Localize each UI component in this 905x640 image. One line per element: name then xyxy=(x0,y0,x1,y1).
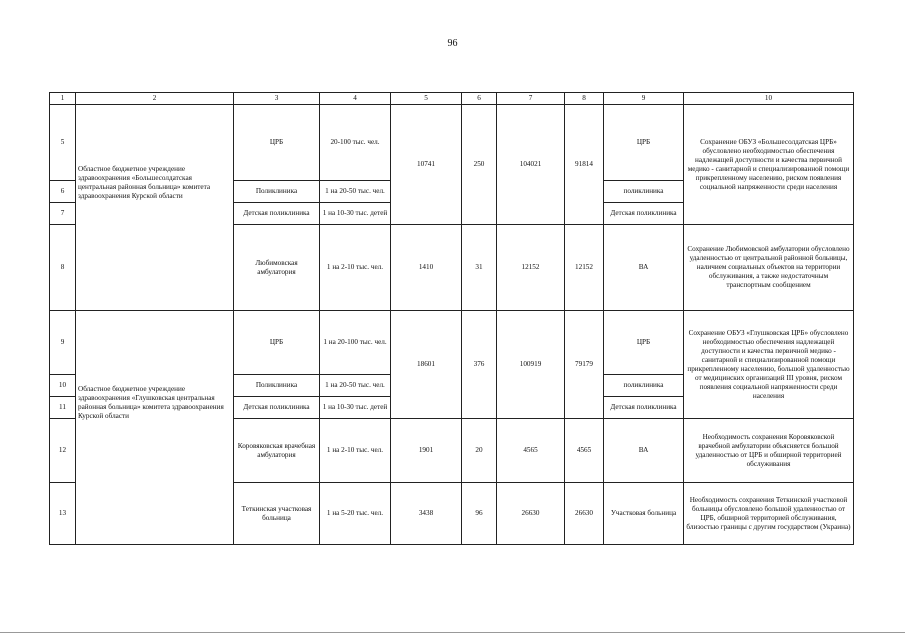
value-cell: 96 xyxy=(462,483,497,545)
population-norm: 1 на 20-100 тыс. чел. xyxy=(320,311,391,375)
value-cell: 1410 xyxy=(391,225,462,311)
header-cell: 5 xyxy=(391,93,462,105)
table-row xyxy=(50,311,854,375)
facility-type: Теткинская участковая больница xyxy=(234,483,320,545)
category-cell: ВА xyxy=(604,225,684,311)
facility-type: Поликлиника xyxy=(234,375,320,397)
value-cell: 100919 xyxy=(497,311,565,419)
population-norm: 1 на 10-30 тыс. детей xyxy=(320,397,391,419)
justification-cell: Необходимость сохранения Теткинской участковой больницы обусловлено большой удаленностью от ЦРБ, обширной территорией обслуживания, близостью границы с другим государством (Украина) xyxy=(684,483,854,545)
row-number: 11 xyxy=(50,397,76,419)
facility-type: Поликлиника xyxy=(234,181,320,203)
header-cell: 2 xyxy=(76,93,234,105)
population-norm: 1 на 20-50 тыс. чел. xyxy=(320,181,391,203)
row-number: 10 xyxy=(50,375,76,397)
category-cell: Детская поликлиника xyxy=(604,397,684,419)
value-cell: 250 xyxy=(462,105,497,225)
row-number: 12 xyxy=(50,419,76,483)
category-cell: поликлиника xyxy=(604,181,684,203)
value-cell: 1901 xyxy=(391,419,462,483)
category-cell: ЦРБ xyxy=(604,105,684,181)
population-norm: 1 на 10-30 тыс. детей xyxy=(320,203,391,225)
header-cell: 6 xyxy=(462,93,497,105)
value-cell: 20 xyxy=(462,419,497,483)
table-row xyxy=(50,105,854,181)
population-norm: 20-100 тыс. чел. xyxy=(320,105,391,181)
facility-type: ЦРБ xyxy=(234,105,320,181)
population-norm: 1 на 20-50 тыс. чел. xyxy=(320,375,391,397)
facility-type: Детская поликлиника xyxy=(234,203,320,225)
row-number: 5 xyxy=(50,105,76,181)
value-cell: 12152 xyxy=(565,225,604,311)
header-cell: 4 xyxy=(320,93,391,105)
organization-cell: Областное бюджетное учреждение здравоохранения «Большесолдатская центральная районная больница» комитета здравоохранения Курской области xyxy=(76,105,234,311)
population-norm: 1 на 2-10 тыс. чел. xyxy=(320,225,391,311)
row-number: 8 xyxy=(50,225,76,311)
category-cell: поликлиника xyxy=(604,375,684,397)
header-cell: 9 xyxy=(604,93,684,105)
facility-type: ЦРБ xyxy=(234,311,320,375)
category-cell: ЦРБ xyxy=(604,311,684,375)
header-cell: 1 xyxy=(50,93,76,105)
facility-type: Детская поликлиника xyxy=(234,397,320,419)
value-cell: 26630 xyxy=(565,483,604,545)
value-cell: 26630 xyxy=(497,483,565,545)
page-number: 96 xyxy=(447,38,458,49)
value-cell: 104021 xyxy=(497,105,565,225)
population-norm: 1 на 2-10 тыс. чел. xyxy=(320,419,391,483)
facilities-table xyxy=(49,92,854,545)
justification-cell: Сохранение ОБУЗ «Глушковская ЦРБ» обусловлено необходимостью обеспечения надлежащей доступности и качества первичной медико - санитарной и специализированной помощи прикрепленному населению, большой удаленностью от медицинских организаций III уровня, риском появления социальной напряженности среди населения xyxy=(684,311,854,419)
row-number: 6 xyxy=(50,181,76,203)
header-cell: 8 xyxy=(565,93,604,105)
value-cell: 10741 xyxy=(391,105,462,225)
value-cell: 31 xyxy=(462,225,497,311)
category-cell: Детская поликлиника xyxy=(604,203,684,225)
page-bottom-rule xyxy=(0,632,905,633)
organization-cell: Областное бюджетное учреждение здравоохранения «Глушковская центральная районная больница» комитета здравоохранения Курской области xyxy=(76,311,234,545)
facility-type: Любимовская амбулатория xyxy=(234,225,320,311)
value-cell: 18601 xyxy=(391,311,462,419)
value-cell: 376 xyxy=(462,311,497,419)
header-cell: 10 xyxy=(684,93,854,105)
value-cell: 4565 xyxy=(497,419,565,483)
category-cell: Участковая больница xyxy=(604,483,684,545)
header-row xyxy=(50,93,854,105)
population-norm: 1 на 5-20 тыс. чел. xyxy=(320,483,391,545)
value-cell: 91814 xyxy=(565,105,604,225)
value-cell: 3438 xyxy=(391,483,462,545)
row-number: 7 xyxy=(50,203,76,225)
row-number: 13 xyxy=(50,483,76,545)
category-cell: ВА xyxy=(604,419,684,483)
value-cell: 4565 xyxy=(565,419,604,483)
justification-cell: Сохранение Любимовской амбулатории обусловлено удаленностью от центральной районной больницы, наличием социальных объектов на территории обслуживания, а также недостаточным транспортным сообщением xyxy=(684,225,854,311)
row-number: 9 xyxy=(50,311,76,375)
facility-type: Коровяковская врачебная амбулатория xyxy=(234,419,320,483)
value-cell: 12152 xyxy=(497,225,565,311)
justification-cell: Необходимость сохранения Коровяковской врачебной амбулатории объясняется большой удаленностью от ЦРБ и обширной территорией обслуживания xyxy=(684,419,854,483)
header-cell: 7 xyxy=(497,93,565,105)
value-cell: 79179 xyxy=(565,311,604,419)
justification-cell: Сохранение ОБУЗ «Большесолдатская ЦРБ» обусловлено необходимостью обеспечения надлежащей доступности и качества первичной медико - санитарной и специализированной помощи прикрепленному населению, риском появления социальной напряженности среди населения xyxy=(684,105,854,225)
header-cell: 3 xyxy=(234,93,320,105)
